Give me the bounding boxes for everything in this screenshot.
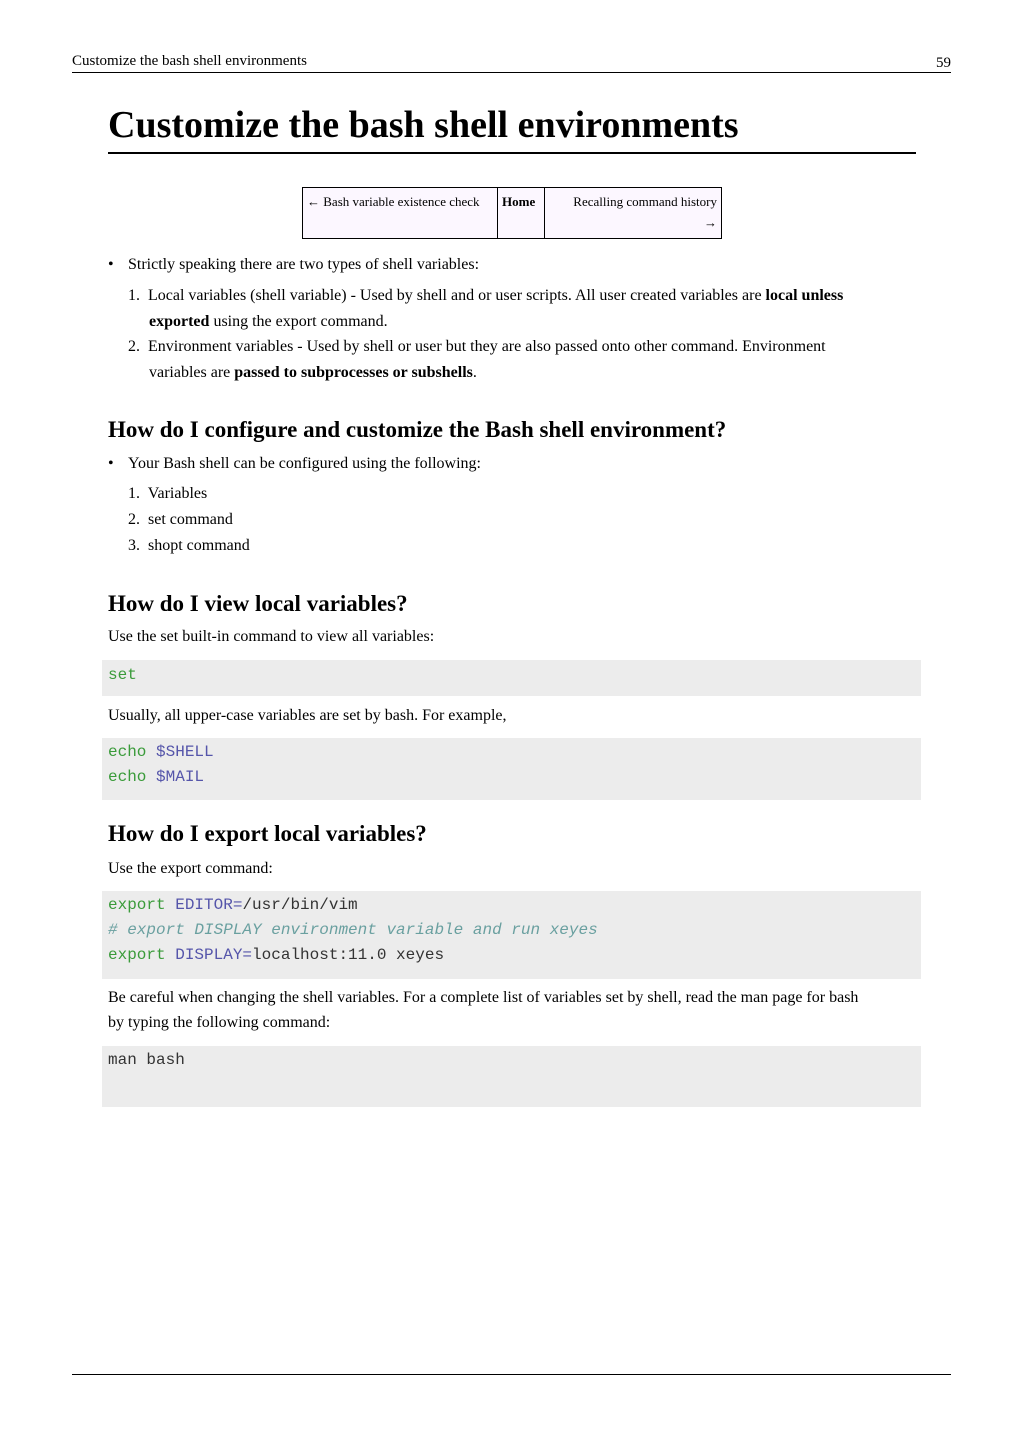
left-arrow-icon: ← bbox=[307, 194, 320, 209]
intro-item-1-cont bbox=[149, 312, 388, 332]
section3-para-1: Use the export command: bbox=[108, 860, 273, 877]
para-line: by typing the following command: bbox=[108, 1014, 331, 1031]
code-line: export DISPLAY=localhost:11.0 xeyes bbox=[108, 946, 445, 964]
nav-next-label: Recalling command history bbox=[573, 194, 717, 209]
code-line: man bash bbox=[108, 1051, 185, 1069]
right-arrow-icon: → bbox=[704, 215, 717, 230]
code-block-man bbox=[102, 1046, 921, 1107]
code-block-echo bbox=[102, 738, 921, 800]
list-text: Variables bbox=[147, 485, 208, 502]
nav-home-link[interactable]: Home bbox=[498, 188, 545, 239]
list-number: 2. bbox=[128, 511, 140, 528]
list-text: Local variables (shell variable) - Used by shell and or user scripts. All user created variables are bbox=[148, 287, 766, 304]
code-line: set bbox=[108, 666, 137, 684]
footer-rule bbox=[72, 1374, 951, 1375]
navigation-table bbox=[302, 187, 722, 239]
list-text: using the export command. bbox=[209, 313, 388, 330]
section1-bullet: • Your Bash shell can be configured using the following: bbox=[128, 454, 481, 474]
list-number: 1. bbox=[128, 287, 140, 304]
list-text: shopt command bbox=[148, 537, 250, 554]
list-text: set command bbox=[148, 511, 233, 528]
list-text: Environment variables - Used by shell or user but they are also passed onto other command. Environment bbox=[148, 338, 826, 355]
list-bold: passed to subprocesses or subshells bbox=[234, 364, 473, 381]
intro-item-2 bbox=[128, 337, 928, 357]
intro-bullet: • Strictly speaking there are two types of shell variables: bbox=[128, 255, 479, 275]
para-line: Be careful when changing the shell variables. For a complete list of variables set by shell, read the man page for bash bbox=[108, 989, 859, 1006]
section3-para-2 bbox=[108, 988, 923, 1033]
code-block-export bbox=[102, 891, 921, 979]
list-bold: exported bbox=[149, 313, 210, 330]
code-line: export EDITOR=/usr/bin/vim bbox=[108, 896, 358, 914]
code-line: echo $SHELL bbox=[108, 743, 214, 761]
running-title: Customize the bash shell environments bbox=[72, 53, 307, 69]
page-title: Customize the bash shell environments bbox=[108, 100, 916, 154]
nav-prev-link[interactable] bbox=[303, 188, 498, 239]
list-number: 1. bbox=[128, 485, 140, 502]
section1-item-2 bbox=[128, 510, 233, 530]
list-number: 2. bbox=[128, 338, 140, 355]
section2-para-2: Usually, all upper-case variables are set by bash. For example, bbox=[108, 707, 507, 724]
nav-prev-label: Bash variable existence check bbox=[323, 194, 480, 209]
section1-item-3 bbox=[128, 536, 250, 556]
list-text: . bbox=[472, 364, 477, 381]
section-heading-view-local: How do I view local variables? bbox=[108, 591, 408, 616]
section2-para-1: Use the set built-in command to view all variables: bbox=[108, 628, 435, 645]
code-block-set bbox=[102, 660, 921, 696]
code-comment: # export DISPLAY environment variable and run xeyes bbox=[108, 921, 598, 939]
intro-item-1 bbox=[128, 286, 928, 306]
section1-item-1 bbox=[128, 484, 207, 504]
section-heading-export: How do I export local variables? bbox=[108, 821, 427, 846]
list-bold: local unless bbox=[765, 287, 844, 304]
list-number: 3. bbox=[128, 537, 140, 554]
page-number: 59 bbox=[936, 55, 951, 71]
list-text: variables are bbox=[149, 364, 235, 381]
intro-item-2-cont bbox=[149, 363, 477, 383]
nav-next-link[interactable] bbox=[545, 188, 722, 239]
section-heading-configure: How do I configure and customize the Bash shell environment? bbox=[108, 417, 727, 442]
code-line: echo $MAIL bbox=[108, 768, 205, 786]
running-header bbox=[72, 52, 951, 73]
